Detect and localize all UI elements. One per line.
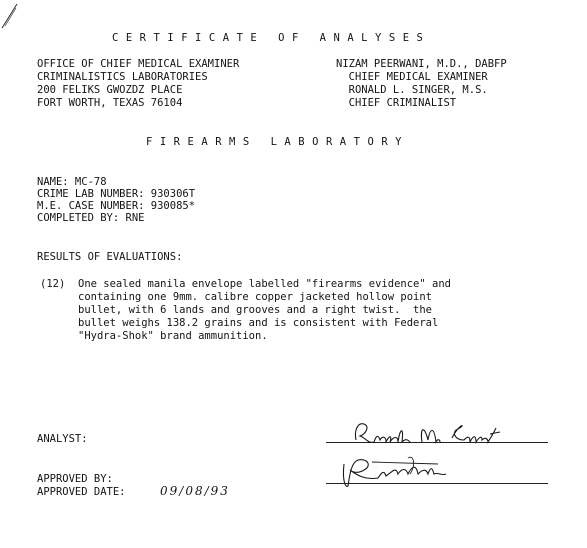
crime-lab-number: CRIME LAB NUMBER: 930306T — [37, 188, 196, 200]
analyst-label: ANALYST: — [37, 433, 88, 445]
approved-date-value: 09/08/93 — [160, 484, 230, 498]
office-line: FORT WORTH, TEXAS 76104 — [37, 97, 183, 109]
results-heading: RESULTS OF EVALUATIONS: — [37, 251, 183, 263]
case-name: NAME: MC-78 — [37, 176, 107, 188]
result-line: bullet, with 6 lands and grooves and a right twist. the — [78, 304, 433, 316]
staff-line: CHIEF MEDICAL EXAMINER — [336, 71, 488, 83]
certificate-title: C E R T I F I C A T E O F A N A L Y S E S — [112, 32, 424, 44]
item-number: (12) — [40, 278, 66, 290]
lab-title: F I R E A R M S L A B O R A T O R Y — [146, 136, 403, 148]
completed-by: COMPLETED BY: RNE — [37, 212, 145, 224]
office-line: 200 FELIKS GWOZDZ PLACE — [37, 84, 183, 96]
me-case-number: M.E. CASE NUMBER: 930085* — [37, 200, 196, 212]
staff-line: CHIEF CRIMINALIST — [336, 97, 457, 109]
result-line: bullet weighs 138.2 grains and is consistent with Federal — [78, 317, 439, 329]
result-line: One sealed manila envelope labelled "firearms evidence" and — [78, 278, 451, 290]
analyst-signature — [348, 418, 518, 452]
corner-scratch-mark — [0, 0, 20, 30]
office-line: OFFICE OF CHIEF MEDICAL EXAMINER — [37, 58, 240, 70]
staff-line: NIZAM PEERWANI, M.D., DABFP — [336, 58, 507, 70]
result-line: "Hydra-Shok" brand ammunition. — [78, 330, 268, 342]
approved-date-label: APPROVED DATE: — [37, 486, 126, 498]
result-line: containing one 9mm. calibre copper jacketed hollow point — [78, 291, 433, 303]
approved-by-label: APPROVED BY: — [37, 473, 113, 485]
office-line: CRIMINALISTICS LABORATORIES — [37, 71, 208, 83]
approver-signature — [338, 452, 458, 490]
staff-line: RONALD L. SINGER, M.S. — [336, 84, 488, 96]
